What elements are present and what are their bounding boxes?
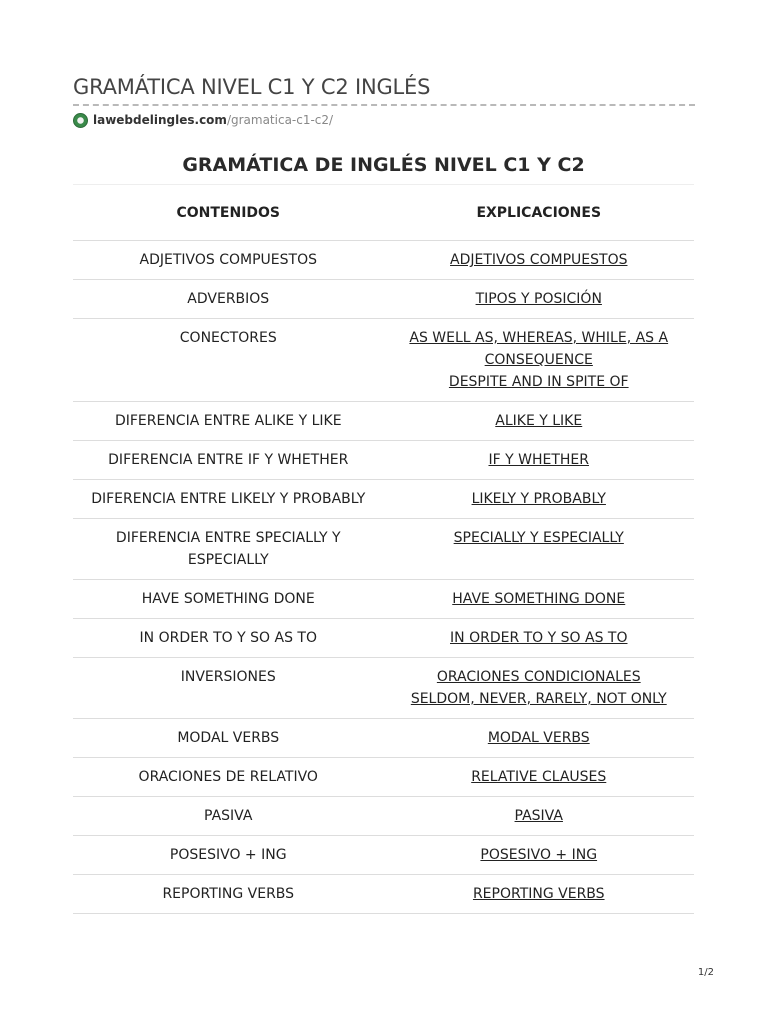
column-header-explanations: EXPLICACIONES (384, 185, 695, 241)
explanation-link[interactable]: DESPITE AND IN SPITE OF (448, 374, 629, 390)
explanation-cell (384, 441, 695, 480)
explanation-link[interactable]: ORACIONES CONDICIONALES (436, 669, 641, 685)
explanation-cell (384, 580, 695, 619)
document-title: GRAMÁTICA NIVEL C1 Y C2 INGLÉS (73, 75, 431, 99)
explanation-cell (384, 280, 695, 319)
table-row (73, 619, 694, 658)
explanation-link[interactable]: SPECIALLY Y ESPECIALLY (453, 530, 624, 546)
content-cell: DIFERENCIA ENTRE SPECIALLY Y ESPECIALLY (73, 519, 384, 580)
content-cell: INVERSIONES (73, 658, 384, 719)
table-body (73, 241, 694, 914)
explanation-cell (384, 875, 695, 914)
table-row (73, 402, 694, 441)
site-path[interactable]: /gramatica-c1-c2/ (226, 113, 334, 127)
source-url[interactable] (73, 112, 695, 128)
site-name[interactable]: lawebdelingles.com (93, 113, 227, 127)
table-row (73, 519, 694, 580)
explanation-link[interactable]: AS WELL AS, WHEREAS, WHILE, AS A CONSEQUENCE (409, 330, 669, 368)
content-cell: DIFERENCIA ENTRE ALIKE Y LIKE (73, 402, 384, 441)
explanation-link[interactable]: REPORTING VERBS (472, 886, 605, 902)
explanation-link[interactable]: SELDOM, NEVER, RARELY, NOT ONLY (410, 691, 667, 707)
table-row (73, 719, 694, 758)
content-cell: REPORTING VERBS (73, 875, 384, 914)
page-header (73, 72, 695, 128)
explanation-cell (384, 658, 695, 719)
table-row (73, 441, 694, 480)
explanation-cell (384, 319, 695, 402)
table-row (73, 758, 694, 797)
column-header-contents: CONTENIDOS (73, 185, 384, 241)
dashed-divider (73, 104, 695, 106)
content-cell: ADVERBIOS (73, 280, 384, 319)
explanation-link[interactable]: IN ORDER TO Y SO AS TO (450, 630, 628, 646)
explanation-cell (384, 719, 695, 758)
explanation-link[interactable]: RELATIVE CLAUSES (471, 769, 607, 785)
explanation-link[interactable]: TIPOS Y POSICIÓN (475, 291, 602, 307)
explanation-cell (384, 241, 695, 280)
content-cell: IN ORDER TO Y SO AS TO (73, 619, 384, 658)
explanation-link[interactable]: PASIVA (514, 808, 563, 824)
explanation-link[interactable]: ALIKE Y LIKE (495, 413, 583, 429)
explanation-cell (384, 402, 695, 441)
grammar-table (73, 185, 694, 914)
content-cell: PASIVA (73, 797, 384, 836)
explanation-cell (384, 480, 695, 519)
main-heading: GRAMÁTICA DE INGLÉS NIVEL C1 Y C2 (73, 150, 694, 185)
explanation-link[interactable]: IF Y WHETHER (488, 452, 589, 468)
main-content (73, 150, 694, 914)
explanation-cell (384, 836, 695, 875)
content-cell: CONECTORES (73, 319, 384, 402)
table-row (73, 797, 694, 836)
explanation-link[interactable]: LIKELY Y PROBABLY (471, 491, 606, 507)
page-number: 1/2 (697, 967, 714, 978)
content-cell: HAVE SOMETHING DONE (73, 580, 384, 619)
content-cell: DIFERENCIA ENTRE LIKELY Y PROBABLY (73, 480, 384, 519)
content-cell: POSESIVO + ING (73, 836, 384, 875)
content-cell: MODAL VERBS (73, 719, 384, 758)
table-row (73, 319, 694, 402)
table-row (73, 658, 694, 719)
explanation-cell (384, 519, 695, 580)
explanation-link[interactable]: HAVE SOMETHING DONE (452, 591, 626, 607)
table-row (73, 480, 694, 519)
table-row (73, 241, 694, 280)
content-cell: ADJETIVOS COMPUESTOS (73, 241, 384, 280)
explanation-link[interactable]: ADJETIVOS COMPUESTOS (450, 252, 628, 268)
table-row (73, 580, 694, 619)
explanation-cell (384, 758, 695, 797)
explanation-link[interactable]: MODAL VERBS (487, 730, 590, 746)
table-header-row (73, 185, 694, 241)
content-cell: ORACIONES DE RELATIVO (73, 758, 384, 797)
site-favicon-icon (73, 113, 88, 128)
table-row (73, 280, 694, 319)
content-cell: DIFERENCIA ENTRE IF Y WHETHER (73, 441, 384, 480)
table-row (73, 875, 694, 914)
explanation-cell (384, 797, 695, 836)
explanation-link[interactable]: POSESIVO + ING (480, 847, 598, 863)
table-row (73, 836, 694, 875)
explanation-cell (384, 619, 695, 658)
